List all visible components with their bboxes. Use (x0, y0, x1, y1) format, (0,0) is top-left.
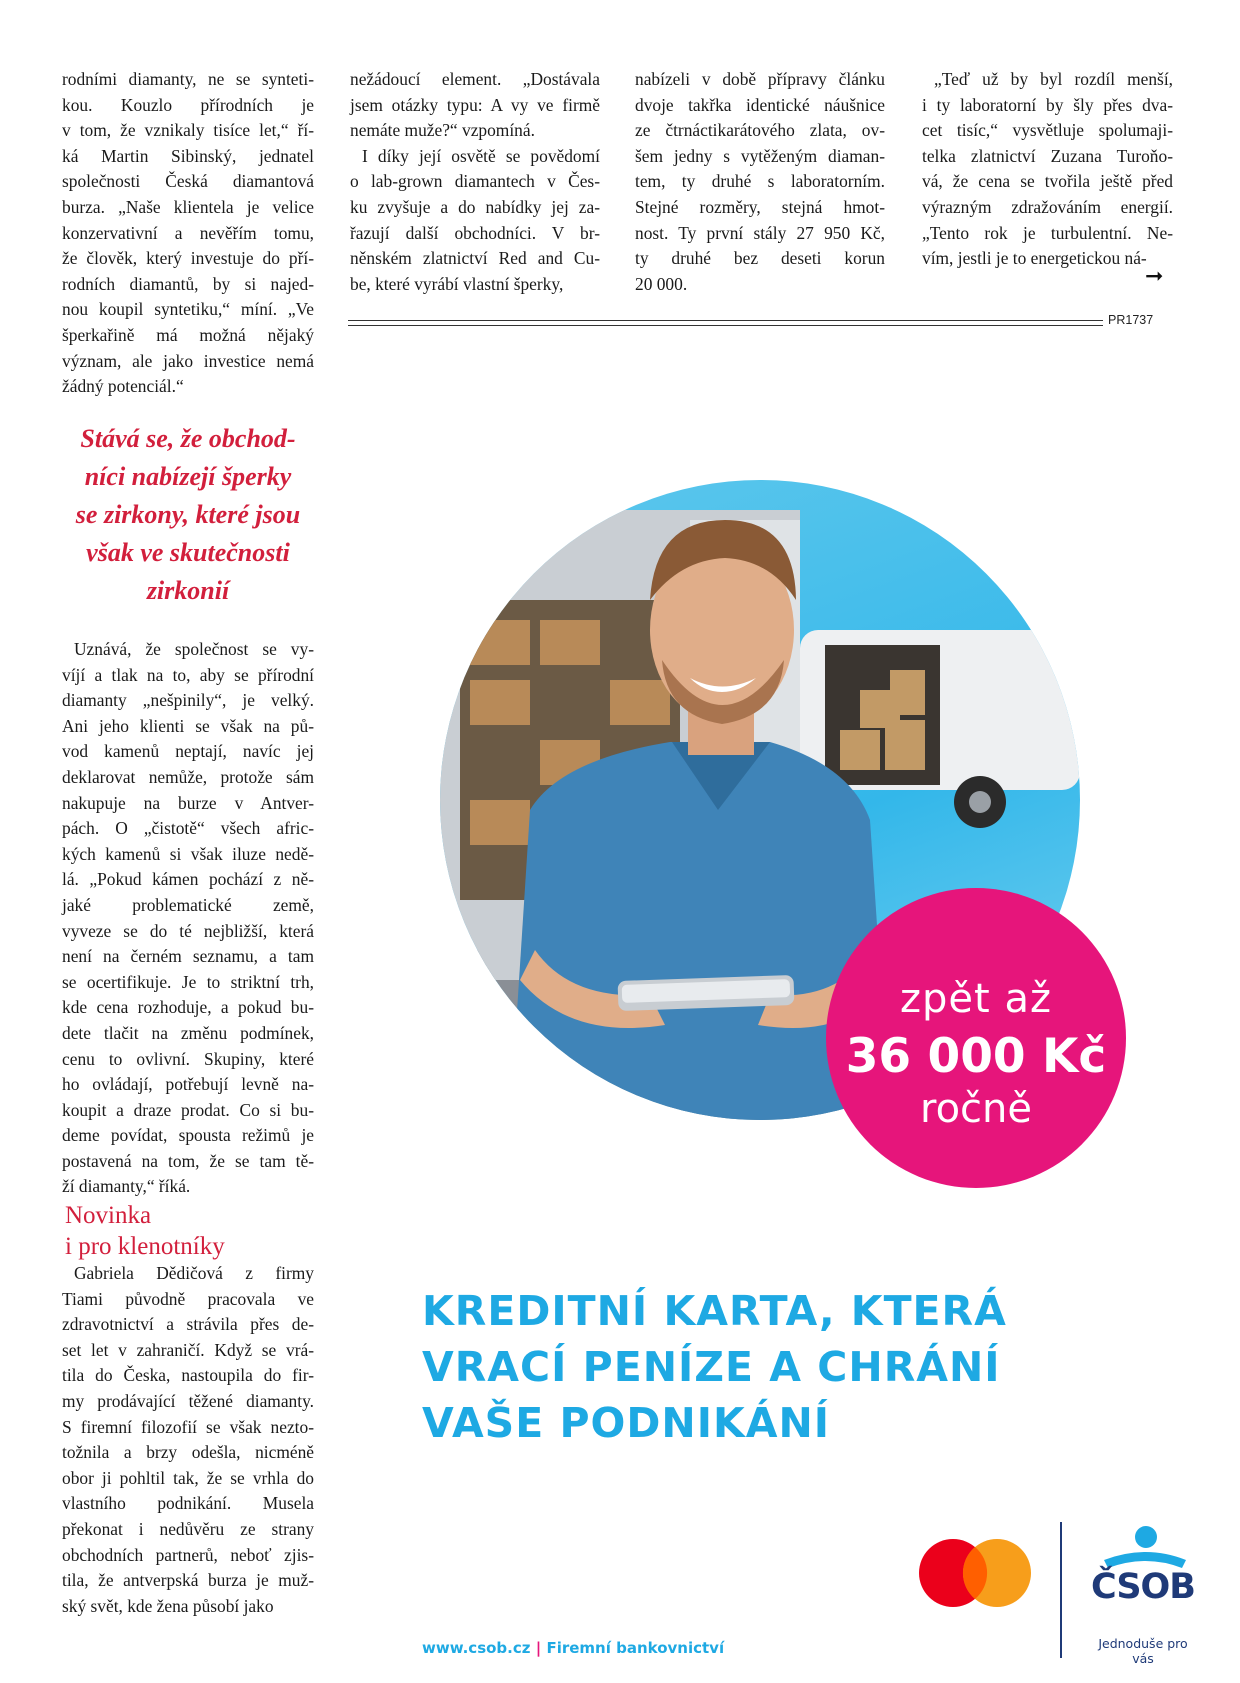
text-line: deme povídat, spousta režimů je (62, 1125, 314, 1146)
text-line: o lab-grown diamantech v Čes- (350, 171, 600, 192)
text-line: KREDITNÍ KARTA, KTERÁ (422, 1287, 1007, 1335)
continue-arrow-icon: ➞ (1145, 264, 1164, 289)
text-line: vyveze se do té nejbližší, která (62, 920, 314, 941)
text-line: VRACÍ PENÍZE A CHRÁNÍ (422, 1343, 1001, 1391)
text-line: dvoje takřka identické náušnice (635, 94, 885, 115)
text-line: jsem otázky typu: A vy ve firmě (350, 94, 600, 115)
text-line: my prodávající těžené diamanty. (62, 1390, 314, 1411)
text-line: vím, jestli je to energetickou ná- (922, 248, 1147, 269)
text-line: diamanty „nešpinily“, je velký. (62, 690, 314, 711)
text-line: I díky její osvětě se povědomí (362, 145, 600, 166)
text-line: ží diamanty,“ říká. (62, 1176, 191, 1197)
text-line: Uznává, že společnost se vy- (74, 639, 314, 659)
article-column-1 (62, 67, 314, 400)
text-line: však ve skutečnosti (86, 538, 290, 567)
article-column-2 (350, 67, 600, 297)
text-line: telka zlatnictví Zuzana Turoňo- (922, 145, 1173, 166)
text-line: obor ji pohltil tak, že se vrhla do (62, 1467, 314, 1488)
text-line: význam, ale jako investice nemá (62, 350, 314, 371)
text-line: ze čtrnáctikarátového zlata, ov- (635, 120, 885, 141)
text-line: jaké problematické země, (62, 894, 314, 915)
text-line: ká Martin Sibinský, jednatel (62, 145, 314, 166)
text-line: „Tento rok je turbulentní. Ne- (922, 222, 1173, 243)
text-line: postavená na tom, že se tam tě- (62, 1150, 314, 1171)
text-line: burza. „Naše klientela je velice (62, 196, 314, 217)
text-line: deklarovat nemůže, protože sám (62, 766, 314, 787)
text-line: žádný potenciál.“ (62, 376, 184, 397)
text-line: šperkařině má možná nějaký (62, 324, 314, 345)
text-line: něnském zlatnictví Red and Cu- (350, 248, 600, 269)
text-line: i pro klenotníky (65, 1233, 225, 1260)
text-line: ty druhé bez deseti korun (635, 248, 885, 269)
logo-divider (1060, 1522, 1062, 1658)
text-line: dete tlačit na změnu podmínek, (62, 1022, 314, 1043)
text-line: Stává se, že obchod- (80, 424, 296, 453)
text-line: že člověk, který investuje do pří- (62, 248, 314, 269)
text-line: zdravotnictví a strávila přes de- (62, 1314, 314, 1335)
text-line: řazují další obchodníci. V br- (350, 222, 600, 243)
article-column-4 (922, 67, 1173, 272)
text-line: zirkonií (146, 576, 230, 605)
text-line: nost. Ty první stály 27 950 Kč, (635, 222, 885, 243)
text-line: tožnila a brzy odešla, nicméně (62, 1442, 314, 1463)
text-line: vlastního podnikání. Musela (62, 1493, 314, 1514)
mastercard-logo-icon (918, 1538, 1032, 1608)
text-line: 20 000. (635, 273, 688, 294)
text-line: vá, že cena se tvořila ještě před (922, 171, 1173, 192)
text-line: Ani jeho klienti se však na pů- (62, 715, 314, 736)
text-line: nežádoucí element. „Dostávala (350, 69, 600, 89)
text-line: v tom, že vznikaly tisíce let,“ ří- (62, 120, 314, 141)
text-line: se ocertifikuje. Je to striktní trh, (62, 971, 314, 992)
text-line: tem, ty druhé s laboratorním. (635, 171, 885, 192)
article-column-3 (635, 67, 885, 297)
promo-amount: 36 000 Kč (845, 1029, 1107, 1084)
text-line: koupit a draze prodat. Co si bu- (62, 1099, 314, 1120)
csob-brand-name: ČSOB (1091, 1567, 1195, 1607)
text-line: tila do Česka, nastoupila do fir- (62, 1365, 314, 1386)
text-line: VAŠE PODNIKÁNÍ (422, 1399, 831, 1447)
text-line: ku zvyšuje a do nabídky jej za- (350, 196, 600, 217)
text-line: není na černém seznamu, a tam (62, 946, 314, 967)
text-line: se zirkony, které jsou (75, 500, 301, 529)
footer-separator: | (535, 1639, 542, 1657)
text-line: pách. O „čistotě“ všech afric- (62, 818, 314, 839)
text-line: cenu to ovlivní. Skupiny, které (62, 1048, 314, 1069)
text-line: nemáte muže?“ vzpomíná. (350, 120, 535, 141)
text-line: nabízeli v době přípravy článku (635, 69, 885, 89)
cashback-promo-badge (826, 888, 1126, 1188)
text-line: vod kamenů neptají, navíc jej (62, 741, 314, 762)
text-line: rodními diamanty, ne se synteti- (62, 69, 314, 89)
pull-quote (62, 420, 314, 610)
promo-line-3: ročně (920, 1086, 1032, 1132)
ad-footer (422, 1639, 724, 1657)
text-line: níci nabízejí šperky (84, 462, 292, 491)
text-line: šem jedny s vytěženým diaman- (635, 145, 885, 166)
text-line: Gabriela Dědičová z firmy (74, 1263, 314, 1283)
text-line: obchodních partnerů, neboť zjis- (62, 1544, 314, 1565)
article-column-1-continued (62, 637, 314, 1200)
text-line: Tiami původně pracovala ve (62, 1288, 314, 1309)
text-line: kých kamenů si však iluze nedě- (62, 843, 314, 864)
text-line: be, které vyrábí vlastní šperky, (350, 273, 564, 294)
text-line: set let v zahraničí. Když se vrá- (62, 1339, 314, 1360)
text-line: „Teď už by byl rozdíl menší, (934, 69, 1173, 89)
text-line: rodních diamantů, by si najed- (62, 273, 314, 294)
text-line: překonat i nedůvěru ze strany (62, 1518, 314, 1539)
text-line: Novinka (65, 1202, 152, 1229)
text-line: tila, že antverpská burza je muž- (62, 1570, 314, 1591)
text-line: kde cena rozhoduje, a pokud bu- (62, 997, 314, 1018)
text-line: i ty laboratorní by šly přes dva- (922, 94, 1173, 115)
text-line: S firemní filozofií se však nezto- (62, 1416, 314, 1437)
csob-tagline: Jednoduše pro vás (1098, 1636, 1188, 1666)
ad-headline (422, 1283, 1042, 1451)
article-column-1-final (62, 1261, 314, 1619)
text-line: Stejné rozměry, stejná hmot- (635, 196, 885, 217)
text-line: kou. Kouzlo přírodních je (62, 94, 314, 115)
section-subheading (65, 1200, 317, 1262)
text-line: nakupuje na burze v Antver- (62, 792, 314, 813)
text-line: konzervativní a nevěřím tomu, (62, 222, 314, 243)
text-line: výrazným zdražováním energií. (922, 196, 1173, 217)
text-line: společnosti Česká diamantová (62, 171, 314, 192)
pr-code: PR1737 (1108, 313, 1154, 327)
promo-line-1: zpět až (900, 976, 1052, 1022)
text-line: ho ovládají, potřebují levně na- (62, 1074, 314, 1095)
footer-url[interactable]: www.csob.cz (422, 1639, 531, 1657)
text-line: lá. „Pokud kámen pochází z ně- (62, 869, 314, 890)
text-line: cet tisíc,“ vysvětluje spolumaji- (922, 120, 1173, 141)
footer-text: Firemní bankovnictví (546, 1639, 725, 1657)
section-divider (348, 320, 1103, 326)
text-line: ský svět, kde žena působí jako (62, 1595, 274, 1616)
text-line: víjí a tlak na to, aby se přírodní (62, 664, 314, 685)
text-line: nou koupil syntetiku,“ míní. „Ve (62, 299, 314, 320)
